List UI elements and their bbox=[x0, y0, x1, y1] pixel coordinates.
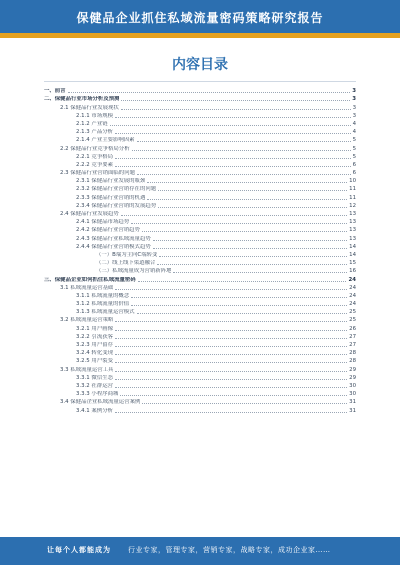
toc-entry-text: 3.1 私域流量运营基础 bbox=[60, 284, 114, 291]
toc-entry-page: 6 bbox=[352, 161, 356, 168]
toc-entry[interactable] bbox=[44, 274, 356, 282]
toc-entry[interactable] bbox=[44, 160, 356, 168]
toc-entry[interactable] bbox=[44, 111, 356, 119]
toc-entry-page: 31 bbox=[349, 399, 356, 406]
toc-entry[interactable] bbox=[44, 381, 356, 389]
toc-entry-page: 30 bbox=[349, 391, 356, 398]
toc-entry[interactable] bbox=[44, 86, 356, 94]
toc-entry-text: 2.2 保健品行业竞争格局分析 bbox=[60, 145, 130, 152]
toc-entry-page: 24 bbox=[348, 276, 356, 283]
toc-entry-text: 3.4.1 案例分析 bbox=[76, 407, 113, 414]
toc-entry-page: 25 bbox=[349, 317, 356, 324]
dot-leader bbox=[157, 264, 347, 265]
dot-leader bbox=[115, 371, 347, 372]
toc-entry-page: 3 bbox=[352, 96, 356, 103]
toc-entry[interactable] bbox=[44, 217, 356, 225]
toc-entry-page: 12 bbox=[349, 202, 356, 209]
toc-entry-page: 26 bbox=[349, 325, 356, 332]
dot-leader bbox=[110, 125, 351, 126]
dot-leader bbox=[115, 354, 347, 355]
toc-entry-page: 11 bbox=[349, 186, 356, 193]
toc-entry[interactable] bbox=[44, 233, 356, 241]
dot-leader bbox=[115, 321, 347, 322]
dot-leader bbox=[153, 248, 347, 249]
dot-leader bbox=[142, 231, 347, 232]
toc-entry-text: 2.3.1 保健品行业发展的瓶颈 bbox=[76, 178, 146, 185]
toc-entry-text: 三、保健品企业如何抓住私域流量密码 bbox=[44, 276, 136, 283]
dot-leader bbox=[138, 281, 347, 282]
toc-entry[interactable] bbox=[44, 152, 356, 160]
toc-entry[interactable] bbox=[44, 209, 356, 217]
toc-entry-page: 11 bbox=[349, 194, 356, 201]
toc-entry-text: 2.1 保健品行业发展现状 bbox=[60, 104, 119, 111]
dot-leader bbox=[115, 362, 347, 363]
dot-leader bbox=[115, 330, 347, 331]
toc-entry-text: 2.1.1 市场规模 bbox=[76, 112, 113, 119]
toc-entry-page: 3 bbox=[352, 88, 356, 95]
toc-entry-page: 4 bbox=[352, 129, 356, 136]
toc-entry-page: 25 bbox=[349, 309, 356, 316]
dot-leader bbox=[137, 141, 351, 142]
footer-slogan: 让每个人都能成为 bbox=[47, 546, 111, 554]
toc-entry[interactable] bbox=[44, 323, 356, 331]
toc-heading: 内容目录 bbox=[172, 57, 228, 73]
toc-entry[interactable] bbox=[44, 201, 356, 209]
toc-entry-page: 31 bbox=[349, 407, 356, 414]
toc-entry-text: 一、前言 bbox=[44, 88, 66, 95]
toc-entry-text: 2.1.2 产业链 bbox=[76, 120, 108, 127]
toc-entry-page: 13 bbox=[349, 227, 356, 234]
header-banner bbox=[0, 0, 400, 38]
dot-leader bbox=[137, 313, 348, 314]
dot-leader bbox=[115, 117, 351, 118]
dot-leader bbox=[137, 174, 351, 175]
dot-leader bbox=[115, 387, 347, 388]
toc-entry-text: 3.2.3 用户留存 bbox=[76, 342, 113, 348]
toc-entry-text: 3.3.2 社群运营 bbox=[76, 382, 113, 389]
toc-entry-text: 2.4 保健品行业发展趋势 bbox=[60, 211, 119, 217]
dot-leader bbox=[153, 240, 347, 241]
toc-entry-page: 28 bbox=[349, 350, 356, 357]
toc-entry-text: （三）私域流量成为营销新阵地 bbox=[96, 268, 172, 275]
toc-entry[interactable] bbox=[44, 315, 356, 323]
toc-entry-page: 24 bbox=[349, 284, 356, 291]
toc-entry-page: 30 bbox=[349, 382, 356, 389]
toc-entry-text: 3.2 私域流量运营策略 bbox=[60, 317, 114, 324]
dot-leader bbox=[115, 158, 351, 159]
toc-entry[interactable] bbox=[44, 307, 356, 315]
toc-entry-page: 16 bbox=[349, 268, 356, 275]
toc-entry-page: 24 bbox=[349, 301, 356, 308]
toc-entry[interactable] bbox=[44, 258, 356, 266]
toc-entry-page: 10 bbox=[349, 178, 356, 185]
toc-entry-text: 3.2.1 用户画像 bbox=[76, 325, 113, 332]
toc-entry[interactable] bbox=[44, 266, 356, 274]
dot-leader bbox=[147, 182, 347, 183]
dot-leader bbox=[115, 289, 347, 290]
toc-entry-page: 27 bbox=[349, 333, 356, 340]
toc-entry[interactable] bbox=[44, 135, 356, 143]
report-title: 保健品企业抓住私域流量密码策略研究报告 bbox=[76, 11, 324, 25]
dot-leader bbox=[142, 403, 347, 404]
dot-leader bbox=[121, 215, 347, 216]
dot-leader bbox=[131, 223, 347, 224]
toc-entry-page: 13 bbox=[349, 211, 356, 217]
toc-entry-page: 28 bbox=[349, 358, 356, 365]
toc-entry[interactable] bbox=[44, 168, 356, 176]
toc-entry-text: 3.3.3 小程序商城 bbox=[76, 391, 119, 398]
toc-entry[interactable] bbox=[44, 192, 356, 200]
dot-leader bbox=[173, 272, 347, 273]
footer-tagline: 行业专家，管理专家，营销专家，战略专家，成功企业家…… bbox=[128, 546, 331, 554]
toc-entry[interactable] bbox=[44, 332, 356, 340]
toc-entry-page: 13 bbox=[349, 219, 356, 226]
toc-entry-text: 2.3.2 保健品行业营销存在的问题 bbox=[76, 186, 157, 193]
dot-leader bbox=[121, 109, 351, 110]
toc-entry-text: 2.3.4 保健品行业营销的发展趋势 bbox=[76, 202, 157, 209]
dot-leader bbox=[131, 297, 347, 298]
toc-entry[interactable] bbox=[44, 176, 356, 184]
toc-entry[interactable] bbox=[44, 299, 356, 307]
dot-leader bbox=[120, 395, 347, 396]
toc-entry-page: 14 bbox=[349, 251, 356, 258]
toc-entry-text: 2.4.3 保健品行业私域流量趋势 bbox=[76, 235, 151, 242]
toc-entry[interactable] bbox=[44, 250, 356, 258]
toc-entry[interactable] bbox=[44, 242, 356, 250]
toc-entry-text: 2.4.1 保健品市场趋势 bbox=[76, 219, 130, 226]
toc-entry-text: 2.2.1 竞争格局 bbox=[76, 153, 113, 160]
toc-entry-text: 3.2.4 转化变现 bbox=[76, 350, 113, 357]
toc-entry[interactable] bbox=[44, 127, 356, 135]
toc-entry-page: 27 bbox=[349, 342, 356, 348]
toc-entry-text: 2.2.2 竞争要素 bbox=[76, 161, 113, 168]
dot-leader bbox=[132, 150, 351, 151]
toc-entry-text: 二、保健品行业市场分析及预测 bbox=[44, 96, 120, 103]
toc-entry[interactable] bbox=[44, 356, 356, 364]
toc-entry[interactable] bbox=[44, 94, 356, 102]
toc-entry-text: 3.2.2 引流获客 bbox=[76, 333, 113, 340]
toc-entry[interactable] bbox=[44, 102, 356, 110]
toc-entry-page: 5 bbox=[352, 153, 356, 160]
toc-entry-page: 29 bbox=[349, 374, 356, 381]
toc-entry[interactable] bbox=[44, 119, 356, 127]
toc-entry-page: 6 bbox=[352, 170, 356, 177]
toc-entry-text: 3.2.5 用户裂变 bbox=[76, 358, 113, 365]
toc-entry[interactable] bbox=[44, 405, 356, 413]
toc-entry[interactable] bbox=[44, 283, 356, 291]
dot-leader bbox=[115, 166, 351, 167]
toc-entry-page: 13 bbox=[349, 235, 356, 242]
toc-entry-text: 3.3.1 微信生态 bbox=[76, 374, 113, 381]
toc-entry-text: 3.4 保健品企业私域流量运营案例 bbox=[60, 399, 141, 406]
toc-entry-text: 2.3.3 保健品行业营销的机遇 bbox=[76, 194, 146, 201]
dot-leader bbox=[121, 100, 350, 101]
toc-entry-page: 3 bbox=[352, 112, 356, 119]
toc-entry-text: （一）B端为主向C端转变 bbox=[96, 251, 158, 258]
table-of-contents bbox=[44, 86, 356, 414]
toc-entry-page: 29 bbox=[349, 366, 356, 373]
toc-entry[interactable] bbox=[44, 340, 356, 348]
toc-entry[interactable] bbox=[44, 184, 356, 192]
footer-banner bbox=[0, 537, 400, 565]
toc-entry[interactable] bbox=[44, 225, 356, 233]
toc-entry[interactable] bbox=[44, 364, 356, 372]
toc-entry-text: （二）线上线下渠道融合 bbox=[96, 260, 156, 267]
toc-entry-text: 3.1.3 私域流量运营模式 bbox=[76, 309, 135, 316]
toc-entry-page: 4 bbox=[352, 120, 356, 127]
heading-divider bbox=[44, 81, 356, 82]
dot-leader bbox=[68, 92, 351, 93]
dot-leader bbox=[158, 207, 347, 208]
dot-leader bbox=[159, 256, 347, 257]
toc-entry-page: 14 bbox=[349, 243, 356, 250]
dot-leader bbox=[147, 199, 347, 200]
dot-leader bbox=[115, 133, 351, 134]
toc-entry-text: 2.1.3 产品分析 bbox=[76, 129, 113, 136]
toc-entry-text: 2.4.2 保健品行业营销趋势 bbox=[76, 227, 140, 234]
dot-leader bbox=[115, 412, 347, 413]
dot-leader bbox=[115, 379, 347, 380]
header-accent-stripe bbox=[0, 33, 400, 38]
toc-entry-text: 2.4.4 保健品行业营销模式趋势 bbox=[76, 243, 151, 250]
toc-entry-text: 3.1.1 私域流量的概念 bbox=[76, 292, 130, 299]
dot-leader bbox=[115, 338, 347, 339]
toc-entry[interactable] bbox=[44, 291, 356, 299]
toc-entry-page: 5 bbox=[352, 137, 356, 144]
toc-entry-page: 5 bbox=[352, 145, 356, 152]
toc-entry[interactable] bbox=[44, 389, 356, 397]
toc-entry-page: 3 bbox=[352, 104, 356, 111]
toc-entry-page: 24 bbox=[349, 292, 356, 299]
toc-entry-text: 3.1.2 私域流量的价值 bbox=[76, 301, 130, 308]
toc-entry-page: 15 bbox=[349, 260, 356, 267]
toc-entry[interactable] bbox=[44, 397, 356, 405]
toc-entry-text: 2.1.4 产业主要影响因素 bbox=[76, 137, 135, 144]
dot-leader bbox=[131, 305, 347, 306]
dot-leader bbox=[158, 190, 347, 191]
toc-entry-text: 2.3 保健品行业营销面临的问题 bbox=[60, 170, 135, 177]
toc-entry[interactable] bbox=[44, 373, 356, 381]
toc-entry[interactable] bbox=[44, 143, 356, 151]
dot-leader bbox=[115, 346, 347, 347]
toc-entry[interactable] bbox=[44, 348, 356, 356]
toc-entry-text: 3.3 私域流量运营工具 bbox=[60, 366, 114, 373]
